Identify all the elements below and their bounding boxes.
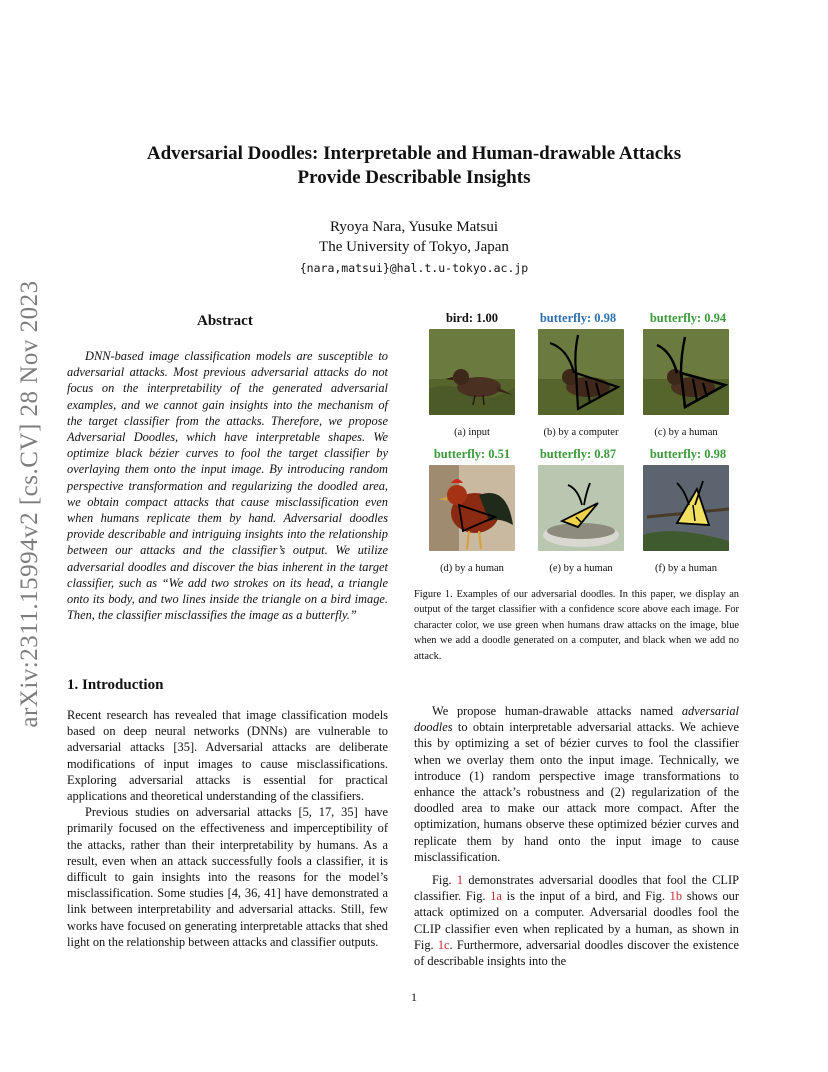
title-line-2: Provide Describable Insights: [297, 167, 531, 188]
panel-e-label: butterfly: 0.87: [539, 447, 617, 461]
panel-a-image: [429, 329, 515, 415]
right-paragraph-1: [414, 703, 739, 865]
arxiv-side-label: arXiv:2311.15994v2 [cs.CV] 28 Nov 2023: [16, 280, 43, 728]
abstract-text: DNN-based image classification models are susceptible to adversarial attacks. Most previous adversarial attacks do not focus on the interpretability of the generated adversarial examples, and we cannot gain insights into the mechanism of the target classifier from the attacks. Therefore, we propose Adversarial Doodles, which have interpretable shapes. We optimize black bézier curves to fool the target classifier by overlaying them onto the input image. By introducing random perspective transformation and regularizing the doodled area, we obtain compact attacks that cause misclassification even when humans replicate them by hand. Adversarial doodles provide describable and intriguing insights into the relationship between our attacks and the classifier’s output. We utilize adversarial doodles and discover the bias inherent in the target classifier, such as “We add two strokes on its head, a triangle onto its body, and two lines inside the triangle on a bird image. Then, the classifier misclassifies the image as a butterfly.”: [67, 349, 388, 623]
paper-title: [0, 142, 828, 190]
figure-1-caption: Figure 1. Examples of our adversarial doodles. In this paper, we display an output of the target classifier with a confidence score above each image. For character color, we use green when humans draw attacks on the image, blue when we add a doodle generated on a computer, and black when we add no attack.: [414, 589, 739, 662]
panel-f-label: butterfly: 0.98: [649, 447, 727, 461]
figure-ref-link[interactable]: 1: [456, 873, 464, 888]
abstract: [67, 348, 388, 623]
figure-ref-link[interactable]: 1b: [669, 889, 683, 904]
panel-c-caption: (c) by a human: [654, 427, 718, 438]
panel-a-caption: (a) input: [454, 427, 490, 438]
intro-paragraph-2: Previous studies on adversarial attacks [5, 17, 35] have primarily focused on the effectiveness and imperceptibility of the attacks, rather than their interpretability by humans. As a result, even when an attack successfully fools a classifier, it is difficult to gain insights into the reasons for the model’s misclassification. Some studies [4, 36, 41] have demonstrated a link between interpretability and adversarial attacks. Still, few works have focused on generating interpretable attacks that shed light on the relationship between attacks and classifier outputs.: [67, 805, 388, 949]
introduction-left: [67, 707, 388, 950]
title-line-1: Adversarial Doodles: Interpretable and Human-drawable Attacks: [146, 143, 682, 164]
text-run: We propose human-drawable attacks named: [432, 704, 682, 718]
right-paragraph-2: [414, 872, 739, 969]
figure-1: [414, 308, 744, 580]
intro-paragraph-1: Recent research has revealed that image classification models based on deep neural networks (DNNs) are vulnerable to adversarial attacks [35]. Adversarial attacks are deliberate modifications of input images to cause misclassifications. Exploring adversarial attacks is essential for practical applications and theoretical understanding of the classifiers.: [67, 708, 388, 804]
text-run: to obtain interpretable adversarial attacks. We achieve this by optimizing a set of bézier curves to fool the classifier when we overlay them onto the input image. Technically, we introduce (1) random perspective image transformations to enhance the attack’s robustness and (2) regularization of the doodled area to make our attack more compact. After the optimization, humans observe these optimized bézier curves and replicate them by hand onto the input image to cause misclassification.: [414, 720, 739, 864]
panel-d-image: [429, 465, 515, 551]
text-run: . Furthermore, adversarial doodles discover the existence of describable insights into the: [414, 937, 739, 969]
abstract-heading: Abstract: [197, 313, 253, 329]
panel-d-label: butterfly: 0.51: [433, 447, 511, 461]
panel-b-image: [538, 329, 624, 415]
authors: Ryoya Nara, Yusuke Matsui: [330, 219, 498, 235]
panel-c-image: [643, 329, 729, 415]
panel-b-caption: (b) by a computer: [543, 427, 619, 438]
introduction-right: [414, 703, 739, 969]
author-block: [0, 217, 828, 257]
affiliation: The University of Tokyo, Japan: [319, 239, 509, 255]
panel-d-caption: (d) by a human: [440, 563, 504, 574]
panel-b-label: butterfly: 0.98: [539, 311, 617, 325]
panel-c-label: butterfly: 0.94: [649, 311, 727, 325]
text-run: Fig.: [432, 873, 457, 888]
panel-e-caption: (e) by a human: [549, 563, 613, 574]
panel-a-label: bird: 1.00: [445, 311, 499, 325]
email: {nara,matsui}@hal.t.u-tokyo.ac.jp: [299, 261, 529, 275]
figure-ref-link[interactable]: 1a: [490, 889, 502, 904]
panel-f-image: [643, 465, 729, 551]
term-adversarial-doodles: adversarial doodles: [414, 704, 739, 735]
text-run: shows our attack optimized on a computer. Adversarial doodles fool the CLIP classifier even when replicated by a human, as shown in Fig.: [414, 889, 739, 952]
panel-f-caption: (f) by a human: [654, 563, 718, 574]
figure-ref-link[interactable]: 1c: [437, 937, 450, 952]
text-run: is the input of a bird, and Fig.: [501, 889, 670, 904]
text-run: demonstrates adversarial doodles that fool the CLIP classifier. Fig.: [414, 873, 739, 904]
panel-e-image: [538, 465, 624, 551]
page-number: 1: [411, 990, 417, 1004]
section-heading-introduction: 1. Introduction: [67, 677, 164, 693]
